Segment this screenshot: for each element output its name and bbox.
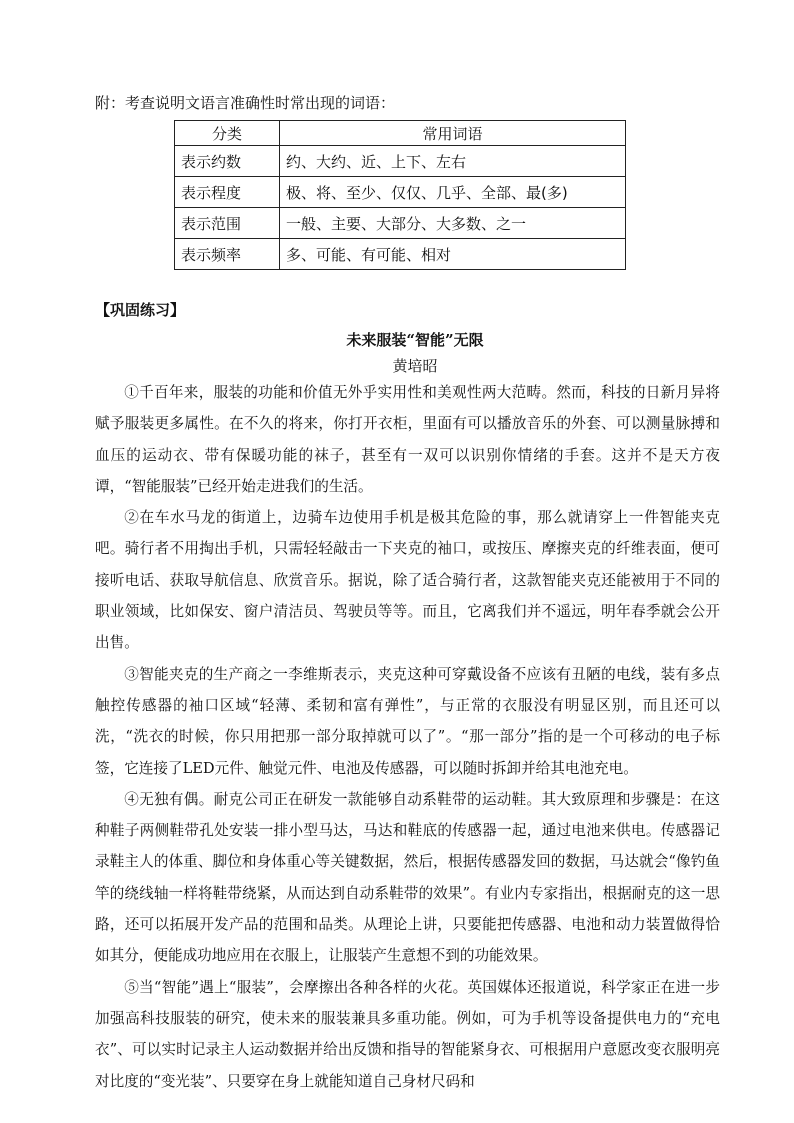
table-cell-category: 表示程度 <box>175 177 280 208</box>
article-paragraph-3: ③智能夹克的生产商之一李维斯表示，夹克这种可穿戴设备不应该有丑陋的电线，装有多点触控传感器的袖口区域“轻薄、柔韧和富有弹性”，与正常的衣服没有明显区别，而且还可以洗，“洗衣的时候，你只用把那一部分取掉就可以了”。“那一部分”指的是一个可移动的电子标签，它连接了LED元件、触觉元件、电池及传感器，可以随时拆卸并给其电池充电。 <box>95 665 720 777</box>
vocabulary-table <box>174 120 626 270</box>
article-paragraph-1: ①千百年来，服装的功能和价值无外乎实用性和美观性两大范畴。然而，科技的日新月异将赋予服装更多属性。在不久的将来，你打开衣柜，里面有可以播放音乐的外套、可以测量脉搏和血压的运动衣、带有保暖功能的袜子，甚至有一双可以识别你情绪的手套。这并不是天方夜谭，“智能服装”已经开始走进我们的生活。 <box>95 384 720 495</box>
table-header-words: 常用词语 <box>280 121 626 146</box>
table-cell-words: 多、可能、有可能、相对 <box>280 239 626 270</box>
table-cell-category: 表示范围 <box>175 208 280 239</box>
article-title: 未来服装“智能”无限 <box>346 331 484 349</box>
article-paragraph-5: ⑤当“智能”遇上“服装”，会摩擦出各种各样的火花。英国媒体还报道说，科学家正在进一步加强高科技服装的研究，使未来的服装兼具多重功能。例如，可为手机等设备提供电力的“充电衣”、可以实时记录主人运动数据并给出反馈和指导的智能紧身衣、可根据用户意愿改变衣服明亮对比度的“变光装”、只要穿在身上就能知道自己身材尺码和 <box>95 978 720 1090</box>
section-heading: 【巩固练习】 <box>95 301 186 319</box>
article-author: 黄培昭 <box>392 357 438 375</box>
table-cell-words: 约、大约、近、上下、左右 <box>280 146 626 177</box>
table-row <box>175 146 626 177</box>
table-row <box>175 208 626 239</box>
table-header-category: 分类 <box>175 121 280 146</box>
table-cell-category: 表示约数 <box>175 146 280 177</box>
table-row <box>175 239 626 270</box>
table-cell-words: 一般、主要、大部分、大多数、之一 <box>280 208 626 239</box>
intro-line: 附：考查说明文语言准确性时常出现的词语： <box>95 94 396 112</box>
article-paragraph-4: ④无独有偶。耐克公司正在研发一款能够自动系鞋带的运动鞋。其大致原理和步骤是：在这种鞋子两侧鞋带孔处安装一排小型马达，马达和鞋底的传感器一起，通过电池来供电。传感器记录鞋主人的体重、脚位和身体重心等关键数据，然后，根据传感器发回的数据，马达就会“像钓鱼竿的绕线轴一样将鞋带绕紧，从而达到自动系鞋带的效果”。有业内专家指出，根据耐克的这一思路，还可以拓展开发产品的范围和品类。从理论上讲，只要能把传感器、电池和动力装置做得恰如其分，便能成功地应用在衣服上，让服装产生意想不到的功能效果。 <box>95 790 720 965</box>
article-body <box>95 377 720 1097</box>
table-cell-category: 表示频率 <box>175 239 280 270</box>
article-paragraph-2: ②在车水马龙的街道上，边骑车边使用手机是极其危险的事，那么就请穿上一件智能夹克吧。骑行者不用掏出手机，只需轻轻敲击一下夹克的袖口，或按压、摩擦夹克的纤维表面，便可接听电话、获取导航信息、欣赏音乐。据说，除了适合骑行者，这款智能夹克还能被用于不同的职业领域，比如保安、窗户清洁员、驾驶员等等。而且，它离我们并不遥远，明年春季就会公开出售。 <box>95 509 720 652</box>
table-row <box>175 177 626 208</box>
table-cell-words: 极、将、至少、仅仅、几乎、全部、最(多) <box>280 177 626 208</box>
table-header-row <box>175 121 626 146</box>
